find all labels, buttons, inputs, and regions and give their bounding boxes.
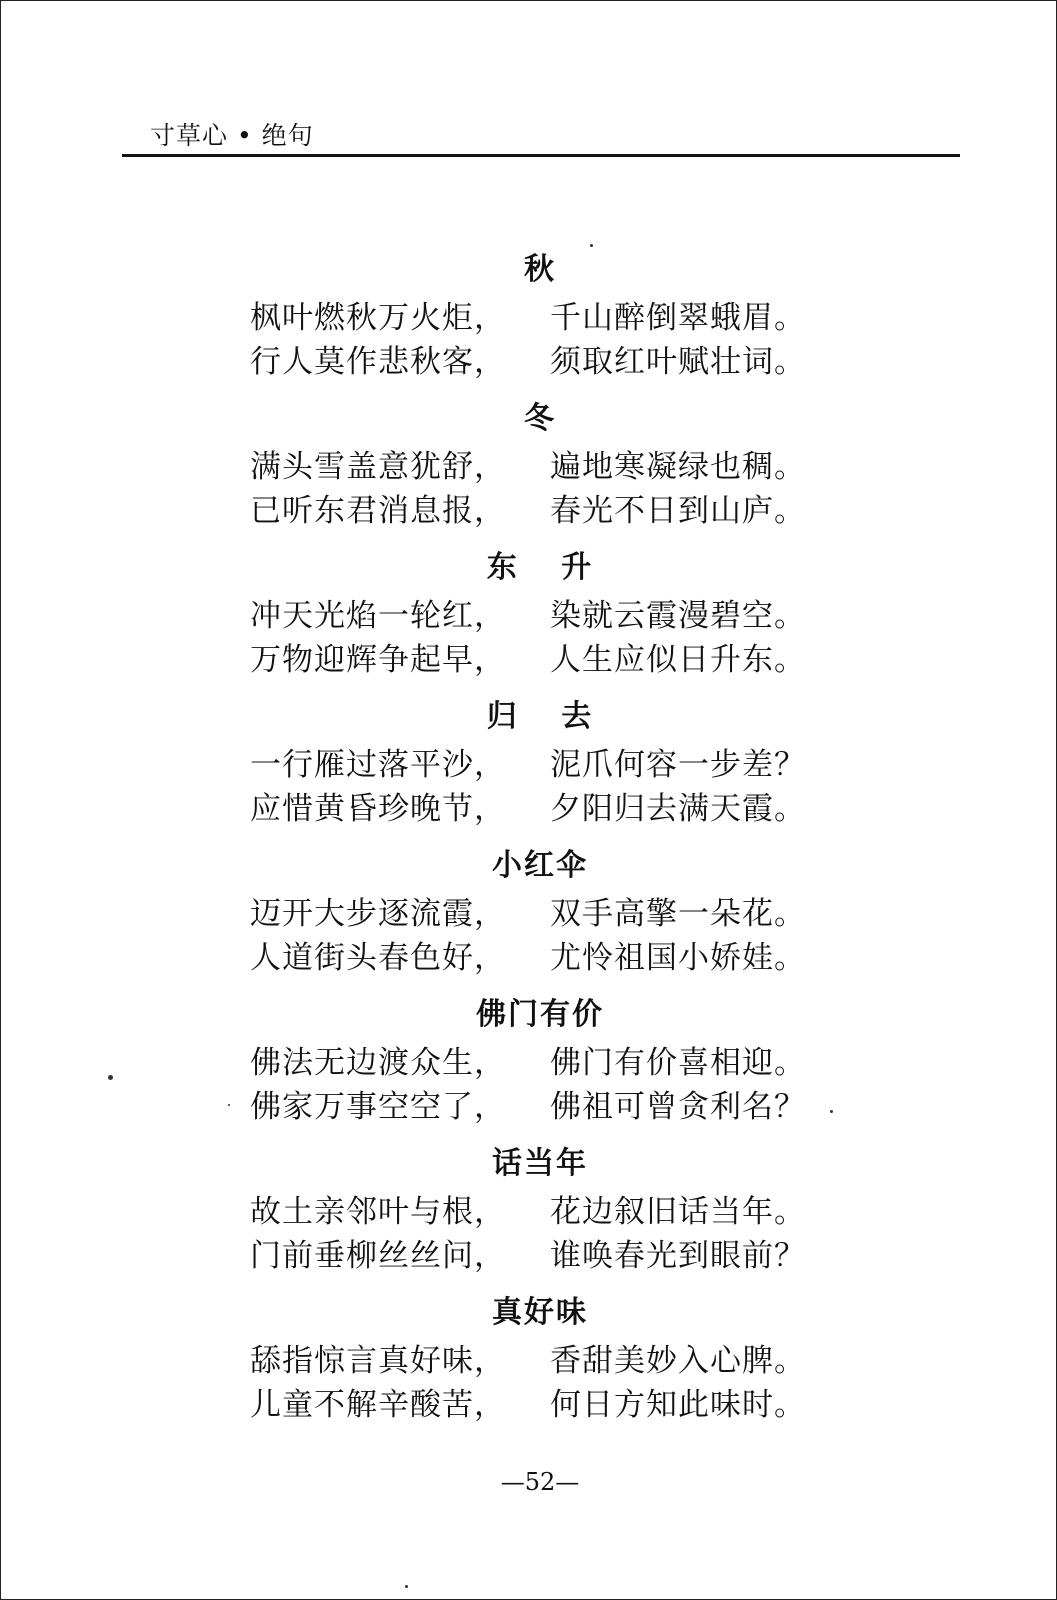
poem-title: 东 升 [486,550,594,585]
poem-title: 冬 [524,401,556,436]
poem-line-second-half: 谁唤春光到眼前？ [550,1238,806,1274]
poem-line [250,894,806,934]
poem [0,250,1057,399]
poem-title: 真好味 [492,1295,588,1330]
scan-speck [108,1075,113,1080]
poem [0,697,1057,846]
poem-line-first-half: 舔指惊言真好味， [250,1343,506,1379]
poem-line-first-half: 佛家万事空空了， [250,1089,506,1125]
poem-line [250,1236,806,1276]
poem-line-second-half: 人生应似日升东。 [550,642,806,678]
poem-line-second-half: 香甜美妙入心脾。 [550,1343,806,1379]
running-header: 寸草心 • 绝句 [150,121,314,150]
scan-speck [405,1585,408,1588]
poem-line-first-half: 满头雪盖意犹舒， [250,449,506,485]
header-rule [122,154,960,157]
poem-line-first-half: 儿童不解辛酸苦， [250,1387,506,1423]
poem-line-second-half: 佛门有价喜相迎。 [550,1045,806,1081]
poem-line-first-half: 行人莫作悲秋客， [250,344,506,380]
poem-line-first-half: 故土亲邻叶与根， [250,1194,506,1230]
poem-line-second-half: 遍地寒凝绿也稠。 [550,449,806,485]
poem-title: 佛门有价 [476,997,604,1032]
poem-line-second-half: 泥爪何容一步差？ [550,747,806,783]
poem-line [250,789,806,829]
poem-title: 归 去 [486,699,594,734]
poem-line [250,298,806,338]
poem-line [250,491,806,531]
poem-line [250,1385,806,1425]
poem-line-first-half: 门前垂柳丝丝问， [250,1238,506,1274]
poem-line-second-half: 花边叙旧话当年。 [550,1194,806,1230]
poem-line [250,938,806,978]
poem-line-second-half: 尤怜祖国小娇娃。 [550,940,806,976]
poem-line [250,1192,806,1232]
poem-line-first-half: 人道街头春色好， [250,940,506,976]
poem-line-first-half: 已听东君消息报， [250,493,506,529]
poem-title: 话当年 [492,1146,588,1181]
poem-line-second-half: 染就云霞漫碧空。 [550,598,806,634]
poem-list [0,250,1057,1442]
poem-line-second-half: 何日方知此味时。 [550,1387,806,1423]
poem-line-second-half: 双手高擎一朵花。 [550,896,806,932]
poem [0,399,1057,548]
scan-speck [590,244,593,247]
scan-speck [228,1104,230,1106]
poem-line-second-half: 春光不日到山庐。 [550,493,806,529]
poem [0,548,1057,697]
poem-line-second-half: 须取红叶赋壮词。 [550,344,806,380]
poem-line [250,1341,806,1381]
poem-line-second-half: 佛祖可曾贪利名？ [550,1089,806,1125]
poem-line [250,640,806,680]
poem [0,846,1057,995]
poem-line [250,596,806,636]
poem-line-first-half: 万物迎辉争起早， [250,642,506,678]
poem-line-second-half: 夕阳归去满天霞。 [550,791,806,827]
poem-line-first-half: 应惜黄昏珍晚节， [250,791,506,827]
poem-line-first-half: 迈开大步逐流霞， [250,896,506,932]
poem-line-second-half: 千山醉倒翠蛾眉。 [550,300,806,336]
poem-line [250,342,806,382]
page-number: —52— [500,1468,580,1496]
poem-line-first-half: 佛法无边渡众生， [250,1045,506,1081]
poem-line [250,1087,806,1127]
poem-title: 秋 [524,252,556,287]
poem [0,1293,1057,1442]
poem-line-first-half: 枫叶燃秋万火炬， [250,300,506,336]
poem [0,1144,1057,1293]
poem-line [250,447,806,487]
poem-title: 小红伞 [492,848,588,883]
poem-line [250,745,806,785]
poem-line [250,1043,806,1083]
poem-line-first-half: 一行雁过落平沙， [250,747,506,783]
poem-line-first-half: 冲天光焰一轮红， [250,598,506,634]
poem [0,995,1057,1144]
scan-speck [830,1110,833,1113]
